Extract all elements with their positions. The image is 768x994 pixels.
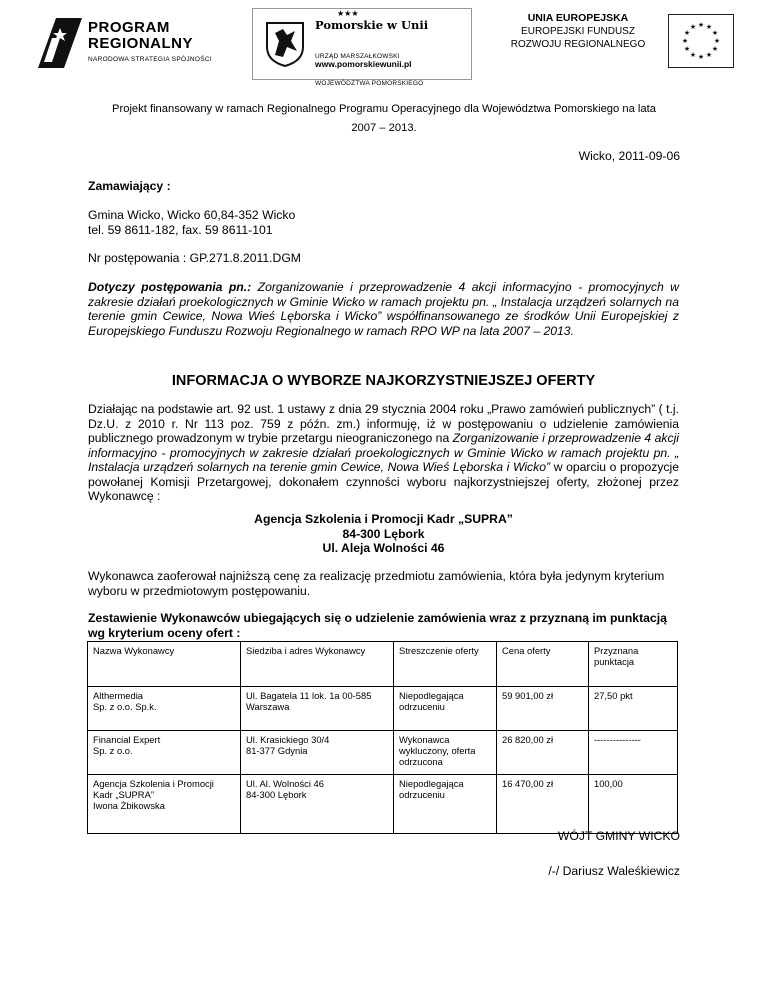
- svg-text:★: ★: [713, 37, 721, 45]
- table-cell: Ul. Bagatela 11 lok. 1a 00-585 Warszawa: [241, 687, 394, 731]
- signature-name: /-/ Dariusz Waleśkiewicz: [548, 864, 680, 878]
- table-cell: 26 820,00 zł: [497, 731, 589, 775]
- svg-text:★: ★: [705, 51, 713, 59]
- pomorskie-name: Pomorskie w Unii: [315, 18, 429, 32]
- program-regionalny-mark-icon: [38, 18, 82, 68]
- eu-logo-text: [510, 12, 646, 51]
- svg-text:★: ★: [711, 29, 719, 37]
- orderer-label: Zamawiający :: [88, 179, 171, 193]
- table-cell: Financial Expert Sp. z o.o.: [88, 731, 241, 775]
- svg-text:★: ★: [681, 37, 689, 45]
- griffin-crest-icon: [265, 21, 305, 67]
- subject-paragraph: [88, 280, 679, 338]
- program-logo-subtitle: NARODOWA STRATEGIA SPÓJNOŚCI: [88, 56, 212, 63]
- table-cell: 27,50 pkt: [589, 687, 678, 731]
- project-line-2: 2007 – 2013.: [351, 122, 417, 134]
- table-cell: Wykonawca wykluczony, oferta odrzucona: [394, 731, 497, 775]
- table-header-cell: Siedziba i adres Wykonawcy: [241, 642, 394, 687]
- svg-text:★: ★: [705, 23, 713, 31]
- signature-title: WÓJT GMINY WICKO: [557, 829, 680, 843]
- winner-city: 84-300 Lębork: [342, 526, 425, 541]
- table-cell: Niepodlegająca odrzuceniu: [394, 775, 497, 834]
- svg-text:★: ★: [697, 21, 705, 29]
- svg-text:★: ★: [689, 23, 697, 31]
- orderer-address-block: [88, 208, 679, 237]
- table-row: [88, 687, 678, 731]
- intro-part1: Działając na podstawie art. 92 ust. 1 ustawy z dnia 29 stycznia 2004 roku „Prawo zamówień publicznych” ( t.j. Dz.U. z 2010 r. Nr 113 poz. 759 z późn. zm.) informuję, iż w postępowaniu o udzielenie zamówienia publicznego prowadzonym w trybie przetargu nieograniczonego na: [88, 402, 679, 445]
- pomorskie-office: [315, 34, 423, 106]
- table-cell: ---------------: [589, 731, 678, 775]
- intro-project-name: Zorganizowanie i przeprowadzenie 4 akcji informacyjno - promocyjnych w zakresie działań proekologicznych w Gminie Wicko w ramach projektu pn. „ Instalacja urządzeń solarnych na terenie gmin Cewice, Nowa Wieś Lęborska i Wicko”: [88, 431, 679, 474]
- program-logo-line2: REGIONALNY: [88, 35, 194, 52]
- eu-logo-line3: ROZWOJU REGIONALNEGO: [510, 39, 646, 50]
- document-date: Wicko, 2011-09-06: [578, 149, 680, 163]
- table-cell: Althermedia Sp. z o.o. Sp.k.: [88, 687, 241, 731]
- eu-logo-line1: UNIA EUROPEJSKA: [527, 12, 629, 24]
- table-cell: 59 901,00 zł: [497, 687, 589, 731]
- subject-text: Zorganizowanie i przeprowadzenie 4 akcji informacyjno - promocyjnych w zakresie działań proekologicznych w Gminie Wicko w ramach projektu pn. „ Instalacja urządzeń solarnych na terenie gmin Cewice, Nowa Wieś Lęborska i Wicko” współfinansowanego ze środków Unii Europejskiej z Europejskiego Funduszu Rozwoju Regionalnego w ramach RPO WP na lata 2007 – 2013.: [88, 280, 679, 338]
- program-logo-line1: PROGRAM: [88, 19, 170, 36]
- program-logo-title: [88, 20, 193, 52]
- document-title: INFORMACJA O WYBORZE NAJKORZYSTNIEJSZEJ OFERTY: [171, 373, 596, 389]
- table-header-cell: Przyznana punktacja: [589, 642, 678, 687]
- table-row: [88, 731, 678, 775]
- table-header-cell: Streszczenie oferty: [394, 642, 497, 687]
- eu-logo-line2: EUROPEJSKI FUNDUSZ: [521, 26, 635, 37]
- table-row: [88, 775, 678, 834]
- winner-street: Ul. Aleja Wolności 46: [322, 541, 445, 555]
- svg-text:★: ★: [683, 29, 691, 37]
- intro-part2: w oparciu o propozycje powołanej Komisji Przetargowej, dokonałem czynności wyboru najkorzystniejszej oferty, złożonej przez Wykonawcę :: [88, 460, 679, 503]
- table-cell: Ul. Al. Wolności 46 84-300 Lębork: [241, 775, 394, 834]
- pomorskie-w-unii-logo: [252, 8, 472, 87]
- summary-heading: Zestawienie Wykonawców ubiegających się o udzielenie zamówienia wraz z przyznaną im punktacją wg kryterium oceny ofert :: [88, 611, 667, 640]
- pomorskie-office-line1: URZĄD MARSZAŁKOWSKI: [315, 53, 400, 60]
- intro-paragraph: [88, 402, 679, 504]
- offers-table: [87, 641, 678, 834]
- project-line-1: Projekt finansowany w ramach Regionalnego Programu Operacyjnego dla Województwa Pomorskiego na lata: [112, 103, 656, 115]
- pomorskie-stars: ★★★: [337, 9, 359, 18]
- table-cell: Agencja Szkolenia i Promocji Kadr „SUPRA” Iwona Żbikowska: [88, 775, 241, 834]
- program-regionalny-logo: [38, 18, 228, 78]
- orderer-phone: tel. 59 8611-182, fax. 59 8611-101: [88, 222, 273, 237]
- table-cell: Ul. Krasickiego 30/4 81-377 Gdynia: [241, 731, 394, 775]
- eu-logo: [510, 10, 728, 72]
- winner-name: Agencja Szkolenia i Promocji Kadr „SUPRA”: [254, 512, 513, 526]
- orderer-address: Gmina Wicko, Wicko 60,84-352 Wicko: [88, 208, 296, 222]
- project-funding-note: [60, 100, 708, 138]
- svg-text:★: ★: [711, 45, 719, 53]
- table-cell: 100,00: [589, 775, 678, 834]
- table-cell: Niepodlegająca odrzuceniu: [394, 687, 497, 731]
- justification-text: Wykonawca zaoferował najniższą cenę za realizację przedmiotu zamówienia, która była jedynym kryterium wyboru w przedmiotowym postępowaniu.: [88, 569, 665, 598]
- winner-block: [88, 512, 679, 556]
- table-header-cell: Cena oferty: [497, 642, 589, 687]
- svg-text:★: ★: [697, 53, 705, 61]
- proceeding-number: Nr postępowania : GP.271.8.2011.DGM: [88, 251, 301, 265]
- svg-text:★: ★: [689, 51, 697, 59]
- table-header-cell: Nazwa Wykonawcy: [88, 642, 241, 687]
- pomorskie-url: www.pomorskiewunii.pl: [315, 59, 412, 69]
- pomorskie-office-line2: WOJEWÓDZTWA POMORSKIEGO: [315, 80, 424, 87]
- table-cell: 16 470,00 zł: [497, 775, 589, 834]
- svg-text:★: ★: [683, 45, 691, 53]
- eu-flag-icon: [668, 14, 734, 68]
- subject-label: Dotyczy postępowania pn.:: [88, 280, 252, 294]
- table-header-row: [88, 642, 678, 687]
